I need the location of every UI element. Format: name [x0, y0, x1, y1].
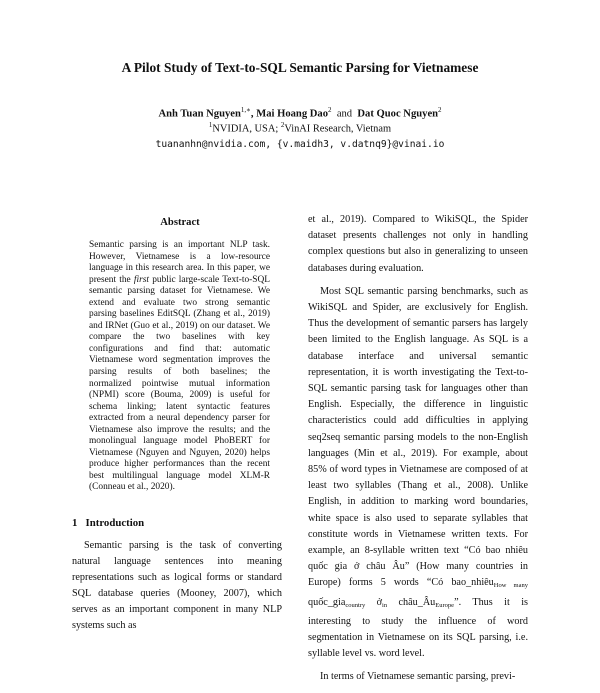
section-number: 1	[72, 517, 78, 529]
abstract-heading: Abstract	[160, 217, 200, 228]
abstract-emphasis: first	[133, 274, 150, 285]
author-sup: 1,∗	[240, 106, 251, 114]
author-name: Dat Quoc Nguyen	[357, 108, 439, 120]
subscript: country	[345, 601, 366, 609]
subscript: How many	[493, 582, 528, 590]
author-emails: tuananhn@nvidia.com, {v.maidh3, v.datnq9}@vinai.io	[155, 139, 445, 150]
author-separator: and	[331, 108, 358, 120]
paragraph: In terms of Vietnamese semantic parsing, previ-	[320, 671, 516, 683]
author-name: Mai Hoang Dao	[256, 108, 329, 120]
introduction-body	[72, 538, 282, 635]
right-column	[308, 212, 528, 693]
author-list	[0, 106, 600, 120]
paragraph-text: ở	[365, 596, 383, 608]
abstract-text: public large-scale Text-to-SQL semantic parsing dataset for Vietnamese. We extend and evaluate two strong semantic parsing baselines EditSQL (Zhang et al., 2019) and IRNet (Guo et al., 2019) on our dataset. We compare the two baselines with key configurations and find that: automatic Vietnamese word segmentation improves the parsing results of both baselines; the normalized pointwise mutual information (NPMI) score (Bouma, 2009) is useful for schema linking; latent syntactic features extracted from a neural dependency parser for Vietnamese also improve the results; and the monolingual language model PhoBERT for Vietnamese (Nguyen and Nguyen, 2020) helps produce higher performances than the recent best multilingual language model XLM-R (Conneau et al., 2020).	[89, 274, 270, 493]
author-name: Anh Tuan Nguyen	[158, 108, 241, 120]
subscript: in	[382, 601, 388, 609]
abstract-text: Semantic parsing is an important NLP task. However, Vietnamese is a low-resource language in this research area. In this paper, we present the	[89, 240, 270, 285]
author-sup: 2	[328, 106, 332, 114]
section-heading-introduction	[72, 517, 144, 529]
paragraph-text: quốc_gia	[308, 596, 346, 608]
author-sup: 2	[438, 106, 442, 114]
affiliation-2: VinAI Research, Vietnam	[284, 123, 392, 135]
paragraph: et al., 2019). Compared to WikiSQL, the Spider dataset presents challenges not only in handling complex questions but also in generalizing to unseen databases during evaluation.	[308, 214, 528, 274]
paragraph-text: Most SQL semantic parsing benchmarks, such as WikiSQL and Spider, are exclusively for English. Thus the development of semantic parsers has largely been limited to the English language. As SQL is a database interface and universal semantic representation, it is worth investigating the Text-to-SQL semantic parsing task for languages other than English. Especially, the difference in linguistic characteristics could add difficulties in applying seq2seq semantic parsing models to the non-English languages (Min et al., 2019). For example, about 85% of word types in Vietnamese are composed of at least two syllables (Thang et al., 2008). Unlike English, in addition to marking word boundaries, white space is also used to separate syllables that constitute words in Vietnamese written texts. For example, an 8-syllable written text “Có bao nhiêu quốc gia ở châu Âu” (How many countries in Europe) forms 5 words “Có bao_nhiêu	[308, 285, 528, 589]
paragraph: Semantic parsing is the task of converting natural language sentences into meaning representations such as logical forms or standard SQL database queries (Mooney, 2007), which serves as an important component in many NLP systems such as	[72, 540, 282, 632]
section-title: Introduction	[85, 517, 145, 529]
affiliations	[0, 121, 600, 134]
paragraph-text: ”. Thus it is interesting to study the influence of word segmentation in Vietnamese on its SQL parsing, i.e. syllable level vs. word level.	[308, 596, 529, 660]
subscript: Europe	[435, 601, 455, 609]
affil-sup: 2	[280, 121, 285, 129]
paragraph	[308, 284, 528, 663]
affiliation-1: NVIDIA, USA;	[212, 123, 281, 135]
affil-sup: 1	[208, 121, 213, 129]
author-separator: ,	[250, 108, 257, 120]
paper-title: A Pilot Study of Text-to-SQL Semantic Parsing for Vietnamese	[121, 60, 479, 75]
paragraph-text: châu_Âu	[387, 596, 436, 608]
abstract-body	[89, 240, 270, 494]
